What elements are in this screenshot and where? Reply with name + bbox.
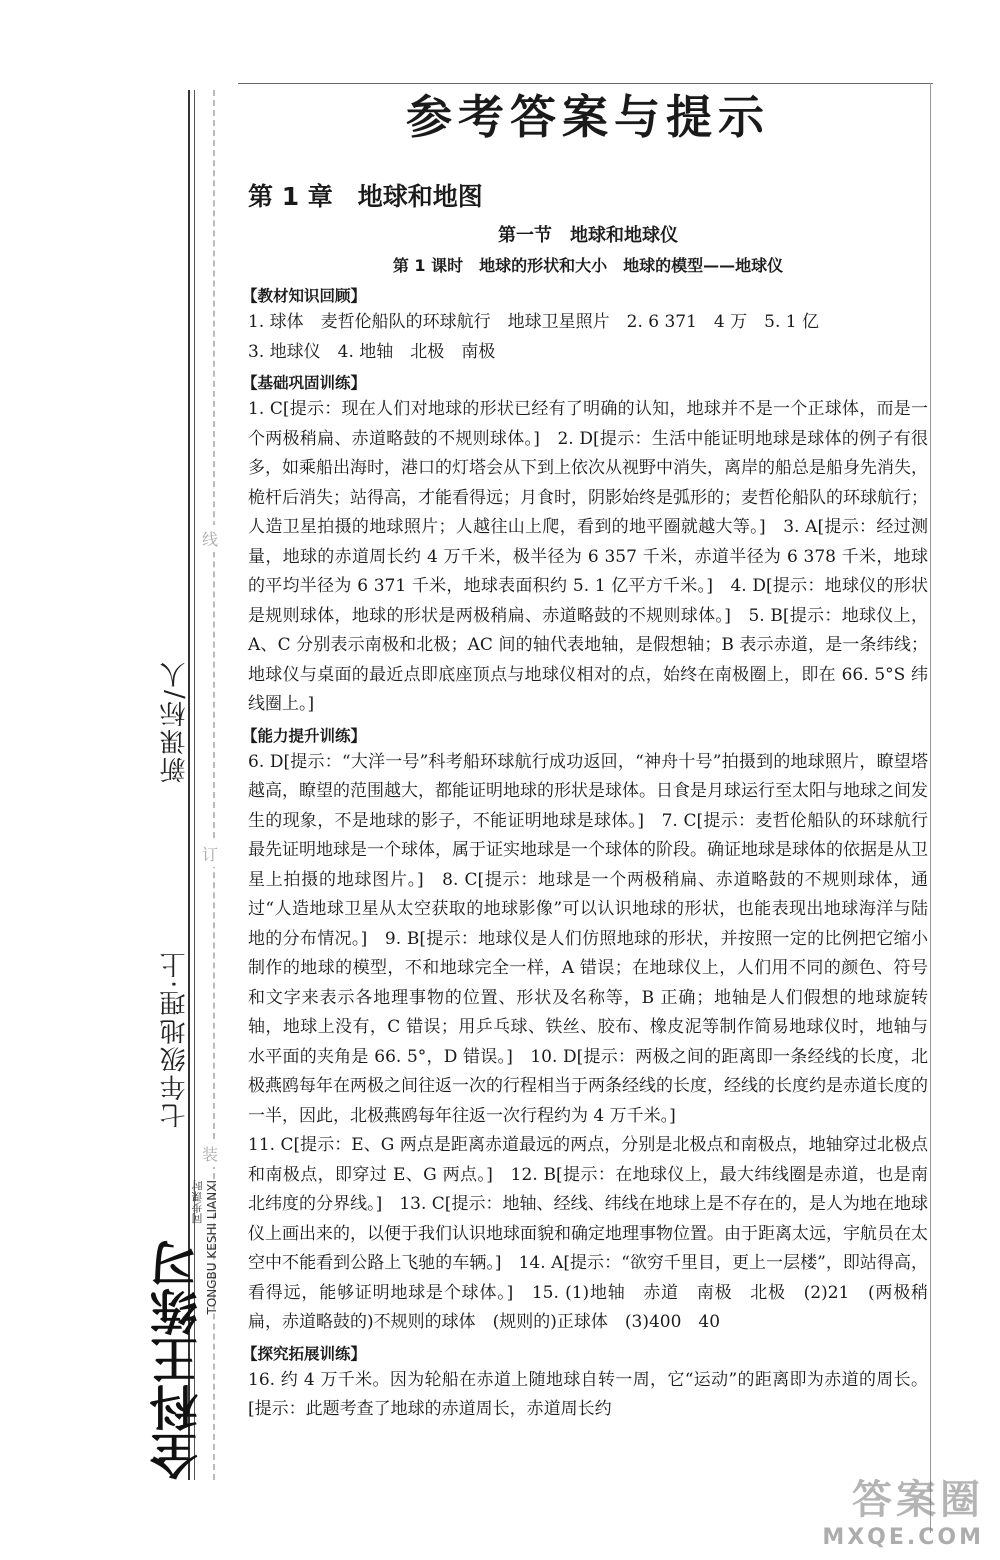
right-rule bbox=[930, 83, 931, 1533]
top-rule bbox=[238, 83, 933, 84]
binding-mark-bind: 装 bbox=[202, 1140, 218, 1167]
watermark-logo: 答案圈 bbox=[852, 1477, 984, 1523]
brand-logo: 全科王练习 bbox=[150, 1240, 207, 1480]
answer-paragraph: 6. D[提示：“大洋一号”科考船环球航行成功返回，“神舟十号”拍摄到的地球照片，瞭望塔越高，瞭望的范围越大，都能证明地球的形状是球体。日食是月球运行至太阳与地球之间发生的现象，不是地球的影子，不能证明地球是球体。] 7. C[提示：麦哲伦船队的环球航行最先证明地球是一个球体，属于证实地球是一个球体的阶段。确证地球是球体的依据是从卫星上拍摄的地球图片。] 8. C[提示：地球是一个两极稍扁、赤道略鼓的不规则球体，通过“人造地球卫星从太空获取的地球影像”可以认识地球的形状，也能表现出地球海洋与陆地的分布情况。] 9. B[提示：地球仪是人们仿照地球的形状，并按照一定的比例把它缩小制作的地球的模型，不和地球完全一样，A 错误；在地球仪上，人们用不同的颜色、符号和文字来表示各地理事物的位置、形状及名称等，B 正确；地轴是人们假想的地球旋转轴，地球上没有，C 错误；用乒乓球、铁丝、胶布、橡皮泥等制作简易地球仪时，地轴与水平面的夹角是 66. 5°，D 错误。] 10. D[提示：两极之间的距离即一条经线的长度，北极燕鸥每年在两极之间往返一次的行程相当于两条经线的长度，经线的长度约是赤道长度的一半，因此，北极燕鸥每年往返一次行程约为 4 万千米。] bbox=[248, 751, 928, 1126]
part-basic bbox=[242, 371, 928, 720]
spine-brand-tag: 同步课时 bbox=[191, 1180, 204, 1224]
part-ability bbox=[242, 724, 928, 1338]
answer-paragraph: 16. 约 4 万千米。因为轮船在赤道上随地球自转一周，它“运动”的距离即为赤道的周长。[提示：此题考查了地球的赤道周长，赤道周长约 bbox=[248, 1369, 928, 1419]
part-heading: 【基础巩固训练】 bbox=[242, 374, 367, 392]
answer-paragraph: 1. C[提示：现在人们对地球的形状已经有了明确的认知，地球并不是一个正球体，而是一个两极稍扁、赤道略鼓的不规则球体。] 2. D[提示：生活中能证明地球是球体的例子有很多，如乘船出海时，港口的灯塔会从下到上依次从视野中消失，离岸的船总是船身先消失，桅杆后消失；站得高，才能看得远；月食时，阴影始终是弧形的；麦哲伦船队的环球航行；人造卫星拍摄的地球照片；人越往山上爬，看到的地平圈就越大等。] 3. A[提示：经过测量，地球的赤道周长约 4 万千米，极半径为 6 357 千米，赤道半径为 6 378 千米，地球的平均半径为 6 371 千米，地球表面积约 5. 1 亿平方千米。] 4. D[提示：地球仪的形状是规则球体，地球的形状是两极稍扁、赤道略鼓的不规则球体。] 5. B[提示：地球仪上，A、C 分别表示南极和北极；AC 间的轴代表地轴，是假想轴；B 表示赤道，是一条纬线；地球仪与桌面的最近点即底座顶点与地球仪相对的点，始终在南极圈上，即在 66. 5°S 纬线圈上。] bbox=[248, 399, 928, 714]
lesson-heading: 第 1 课时 地球的形状和大小 地球的模型——地球仪 bbox=[392, 256, 784, 275]
part-review bbox=[242, 284, 928, 367]
answer-paragraph: 1. 球体 麦哲伦船队的环球航行 地球卫星照片 2. 6 371 4 万 5. 1 亿 bbox=[248, 312, 819, 332]
spine-edition: 新课标/人 bbox=[160, 660, 190, 783]
binding-mark-order: 订 bbox=[202, 840, 218, 867]
part-heading: 【能力提升训练】 bbox=[242, 726, 367, 745]
part-heading: 【探究拓展训练】 bbox=[242, 1344, 367, 1363]
binding-mark-line: 线 bbox=[202, 525, 218, 552]
spine-brand-sub: TONGBU KESHI LIANXI bbox=[205, 1180, 219, 1315]
spine-subject: 七年级地理·上 bbox=[160, 950, 190, 1129]
answer-paragraph: 11. C[提示：E、G 两点是距离赤道最远的两点，分别是北极点和南极点，地轴穿过北极点和南极点，即穿过 E、G 两点。] 12. B[提示：在地球仪上，最大纬线圈是赤道，也是南北纬度的分界线。] 13. C[提示：地轴、经线、纬线在地球上是不存在的，是人为地在地球仪上画出来的，以便于我们认识地球面貌和确定地理事物位置。由于距离太远，宇航员在太空中不能看到公路上飞驰的车辆。] 14. A[提示：“欲穷千里目，更上一层楼”，即站得高，看得远，能够证明地球是个球体。] 15. (1)地轴 赤道 南极 北极 (2)21 (两极稍扁，赤道略鼓的)不规则的球体 (规则的)正球体 (3)400 40 bbox=[248, 1135, 928, 1332]
answer-paragraph: 3. 地球仪 4. 地轴 北极 南极 bbox=[248, 341, 496, 362]
part-explore bbox=[242, 1342, 928, 1425]
watermark-url: MXQE.COM bbox=[822, 1525, 984, 1550]
binding-spine bbox=[150, 70, 240, 1530]
chapter-heading: 第 1 章 地球和地图 bbox=[248, 182, 483, 211]
section-heading: 第一节 地球和地球仪 bbox=[498, 225, 678, 246]
answer-content bbox=[242, 75, 928, 1425]
watermark bbox=[764, 1468, 984, 1552]
part-heading: 【教材知识回顾】 bbox=[242, 287, 367, 305]
page-title: 参考答案与提示 bbox=[406, 90, 770, 144]
